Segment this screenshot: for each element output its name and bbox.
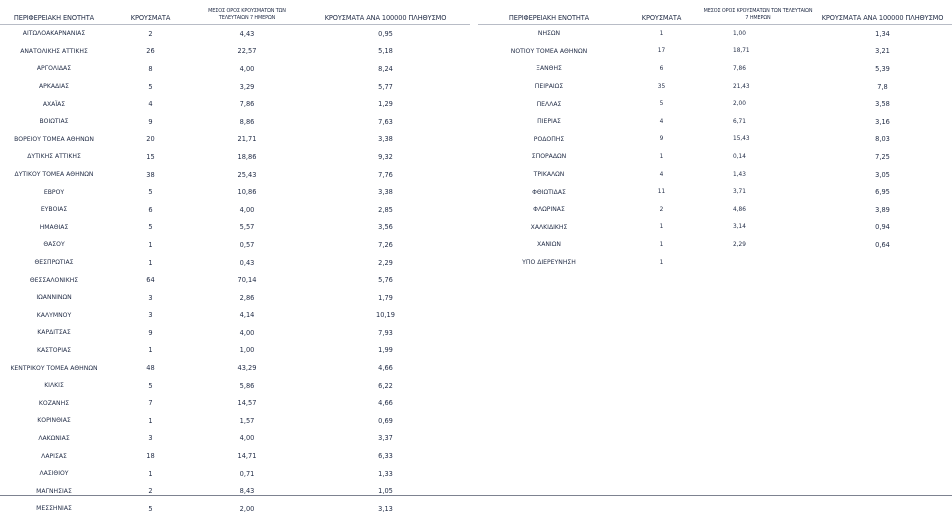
avg7-cell: 4,00 [239, 64, 255, 73]
per100k-cell: 1,05 [378, 487, 393, 496]
per100k-cell: 1,99 [378, 346, 393, 355]
region-cell: ΒΟΡΕΙΟΥ ΤΟΜΕΑ ΑΘΗΝΩΝ [14, 135, 94, 143]
region-cell: ΑΝΑΤΟΛΙΚΗΣ ΑΤΤΙΚΗΣ [20, 47, 88, 55]
table-row [0, 447, 470, 465]
header-cases: ΚΡΟΥΣΜΑΤΑ [620, 0, 703, 25]
region-cell: ΣΠΟΡΑΔΩΝ [531, 153, 567, 161]
region-cell: ΞΑΝΘΗΣ [536, 65, 562, 73]
per100k-cell: 5,77 [378, 82, 393, 91]
per100k-cell: 4,66 [378, 364, 393, 373]
cases-cell: 8 [148, 64, 153, 73]
per100k-cell: 6,22 [378, 381, 393, 390]
avg7-cell: 4,00 [239, 328, 255, 337]
cases-cell: 64 [146, 276, 155, 285]
avg7-cell: 3,14 [733, 224, 746, 231]
cases-cell: 9 [659, 136, 664, 143]
table-row [0, 60, 470, 78]
per100k-cell: 1,33 [378, 469, 393, 478]
table-row [0, 342, 470, 360]
avg7-cell: 14,71 [237, 452, 257, 461]
per100k-cell: 3,38 [378, 135, 393, 144]
avg7-cell: 2,86 [239, 293, 255, 302]
cases-cell: 1 [659, 30, 664, 37]
region-cell: ΚΟΖΑΝΗΣ [38, 399, 70, 407]
table-row [0, 289, 470, 307]
table-row [0, 95, 470, 113]
per100k-cell: 9,32 [378, 152, 393, 161]
per100k-cell: 0,69 [378, 416, 393, 425]
header-per100k: ΚΡΟΥΣΜΑΤΑ ΑΝΑ 100000 ΠΛΗΘΥΣΜΟ [813, 0, 952, 25]
table-row [0, 465, 470, 483]
table-row [0, 430, 470, 448]
cases-table-right [478, 0, 952, 271]
cases-cell: 35 [657, 83, 666, 90]
cases-cell: 5 [148, 82, 153, 91]
table-row [478, 183, 952, 201]
region-cell: ΑΙΤΩΛΟΑΚΑΡΝΑΝΙΑΣ [22, 30, 86, 38]
per100k-cell: 0,64 [875, 240, 890, 249]
per100k-cell: 7,76 [378, 170, 393, 179]
region-cell: ΚΑΣΤΟΡΙΑΣ [36, 346, 72, 354]
avg7-cell: 2,29 [733, 241, 746, 248]
table-row [0, 236, 470, 254]
table-row [478, 219, 952, 237]
cases-cell: 7 [148, 399, 153, 408]
table-row [478, 60, 952, 78]
avg7-cell: 25,43 [237, 170, 257, 179]
table-row [0, 148, 470, 166]
avg7-cell: 0,71 [239, 469, 255, 478]
region-cell: ΚΙΛΚΙΣ [44, 382, 64, 390]
avg7-cell: 21,71 [237, 135, 257, 144]
avg7-cell: 4,43 [239, 29, 255, 38]
table-row [478, 43, 952, 61]
cases-cell: 1 [148, 346, 153, 355]
table-row [0, 113, 470, 131]
table-row [478, 148, 952, 166]
per100k-cell: 7,25 [875, 152, 890, 161]
table-row [478, 25, 952, 43]
table-row [478, 254, 952, 272]
table-row [0, 219, 470, 237]
cases-cell: 17 [657, 48, 666, 55]
region-cell: ΜΑΓΝΗΣΙΑΣ [36, 487, 72, 495]
cases-cell: 1 [148, 240, 153, 249]
table-row [478, 201, 952, 219]
table-row [0, 307, 470, 325]
cases-cell: 3 [148, 293, 153, 302]
per100k-cell: 2,29 [378, 258, 393, 267]
cases-cell: 5 [659, 101, 664, 108]
per100k-cell: 3,16 [875, 117, 890, 126]
cases-cell: 18 [146, 452, 155, 461]
per100k-cell: 3,21 [875, 47, 890, 56]
avg7-cell: 1,00 [239, 346, 255, 355]
region-cell: ΦΛΩΡΙΝΑΣ [533, 206, 565, 214]
region-cell: ΔΥΤΙΚΟΥ ΤΟΜΕΑ ΑΘΗΝΩΝ [14, 171, 94, 179]
table-row [0, 254, 470, 272]
table-row [0, 324, 470, 342]
cases-cell: 4 [148, 100, 153, 109]
cases-cell: 5 [148, 381, 153, 390]
cases-cell: 38 [146, 170, 155, 179]
table-row [478, 166, 952, 184]
avg7-cell: 21,43 [733, 83, 750, 90]
avg7-cell: 15,43 [733, 136, 750, 143]
table-row [0, 166, 470, 184]
cases-cell: 1 [659, 153, 664, 160]
table-row [0, 131, 470, 149]
table-row [0, 25, 470, 43]
table-row [478, 236, 952, 254]
avg7-cell: 43,29 [237, 364, 257, 373]
region-cell: ΤΡΙΚΑΛΩΝ [533, 171, 565, 179]
cases-cell: 6 [148, 205, 153, 214]
per100k-cell: 4,66 [378, 399, 393, 408]
per100k-cell: 3,05 [875, 170, 890, 179]
cases-cell: 26 [146, 47, 155, 56]
region-cell: ΚΟΡΙΝΘΙΑΣ [37, 417, 71, 425]
region-cell: ΙΩΑΝΝΙΝΩΝ [36, 294, 72, 302]
avg7-cell: 5,57 [239, 223, 255, 232]
table-row [0, 500, 470, 518]
table-row [478, 131, 952, 149]
avg7-cell: 22,57 [237, 47, 257, 56]
cases-cell: 1 [148, 258, 153, 267]
cases-cell: 48 [146, 364, 155, 373]
region-cell: ΚΑΛΥΜΝΟΥ [36, 311, 72, 319]
table-row [0, 482, 470, 500]
per100k-cell: 5,39 [875, 64, 890, 73]
avg7-cell: 6,71 [733, 118, 746, 125]
per100k-cell: 0,95 [378, 29, 393, 38]
per100k-cell: 5,18 [378, 47, 393, 56]
region-cell: ΛΑΣΙΘΙΟΥ [39, 470, 69, 478]
per100k-cell: 8,24 [378, 64, 393, 73]
cases-cell: 1 [148, 416, 153, 425]
avg7-cell: 4,14 [239, 311, 255, 320]
region-cell: ΘΕΣΠΡΩΤΙΑΣ [34, 259, 74, 267]
cases-cell: 2 [148, 29, 153, 38]
per100k-cell: 3,89 [875, 205, 890, 214]
table-row [0, 271, 470, 289]
table-row [0, 78, 470, 96]
table-body-left [0, 25, 470, 518]
header-region: ΠΕΡΙΦΕΡΕΙΑΚΗ ΕΝΟΤΗΤΑ [478, 0, 620, 25]
cases-cell: 2 [659, 206, 664, 213]
per100k-cell: 7,26 [378, 240, 393, 249]
table-row [0, 359, 470, 377]
bottom-divider [0, 495, 952, 496]
per100k-cell: 3,58 [875, 100, 890, 109]
avg7-cell: 7,86 [733, 65, 746, 72]
cases-cell: 3 [148, 434, 153, 443]
region-cell: ΝΟΤΙΟΥ ΤΟΜΕΑ ΑΘΗΝΩΝ [510, 47, 588, 55]
per100k-cell: 6,33 [378, 452, 393, 461]
cases-cell: 9 [148, 117, 153, 126]
cases-cell: 4 [659, 118, 664, 125]
avg7-cell: 0,14 [733, 153, 746, 160]
table-row [478, 95, 952, 113]
avg7-cell: 2,00 [733, 101, 746, 108]
per100k-cell: 1,79 [378, 293, 393, 302]
cases-cell: 1 [659, 259, 664, 266]
cases-cell: 9 [148, 328, 153, 337]
avg7-cell: 7,86 [239, 100, 255, 109]
per100k-cell: 10,19 [376, 311, 395, 320]
table-row [0, 394, 470, 412]
table-row [0, 412, 470, 430]
region-cell: ΠΕΙΡΑΙΩΣ [534, 83, 564, 91]
header-avg7: ΜΕΣΟΣ ΟΡΟΣ ΚΡΟΥΣΜΑΤΩΝ ΤΩΝ ΤΕΛΕΥΤΑΙΩΝ 7 ΗΜΕΡΩΝ [703, 0, 813, 25]
region-cell: ΧΑΝΙΩΝ [537, 241, 561, 249]
per100k-cell: 3,56 [378, 223, 393, 232]
cases-cell: 1 [659, 224, 664, 231]
per100k-cell [813, 254, 952, 272]
per100k-cell: 3,13 [378, 504, 393, 513]
region-cell: ΧΑΛΚΙΔΙΚΗΣ [530, 223, 568, 231]
header-region: ΠΕΡΙΦΕΡΕΙΑΚΗ ΕΝΟΤΗΤΑ [0, 0, 108, 25]
region-cell: ΡΟΔΟΠΗΣ [533, 135, 565, 143]
region-cell: ΗΜΑΘΙΑΣ [39, 223, 69, 231]
cases-cell: 4 [659, 171, 664, 178]
region-cell: ΛΑΚΩΝΙΑΣ [38, 434, 70, 442]
avg7-cell: 14,57 [237, 399, 257, 408]
cases-cell: 15 [146, 152, 155, 161]
avg7-cell: 2,00 [239, 504, 255, 513]
per100k-cell: 2,85 [378, 205, 393, 214]
table-row [0, 377, 470, 395]
avg7-cell: 3,29 [239, 82, 255, 91]
per100k-cell: 1,29 [378, 100, 393, 109]
per100k-cell: 7,93 [378, 328, 393, 337]
region-cell: ΦΘΙΩΤΙΔΑΣ [532, 188, 566, 196]
avg7-cell: 8,43 [239, 487, 255, 496]
avg7-cell: 4,86 [733, 206, 746, 213]
region-cell: ΚΕΝΤΡΙΚΟΥ ΤΟΜΕΑ ΑΘΗΝΩΝ [10, 364, 98, 372]
region-cell: ΠΕΛΛΑΣ [536, 100, 562, 108]
table-row [478, 78, 952, 96]
avg7-cell: 0,57 [239, 240, 255, 249]
avg7-cell: 3,71 [733, 189, 746, 196]
per100k-cell: 8,03 [875, 135, 890, 144]
avg7-cell: 18,71 [733, 48, 750, 55]
per100k-cell: 7,8 [877, 82, 888, 91]
cases-cell: 5 [148, 504, 153, 513]
region-cell: ΠΙΕΡΙΑΣ [537, 118, 561, 126]
cases-cell: 2 [148, 487, 153, 496]
avg7-cell: 10,86 [237, 188, 257, 197]
region-cell: ΒΟΙΩΤΙΑΣ [39, 118, 69, 126]
region-cell: ΜΕΣΣΗΝΙΑΣ [36, 505, 72, 513]
cases-cell: 1 [148, 469, 153, 478]
per100k-cell: 1,34 [875, 29, 890, 38]
table-row [478, 113, 952, 131]
region-cell: ΕΒΡΟΥ [43, 188, 65, 196]
per100k-cell: 0,94 [875, 223, 890, 232]
region-cell: ΑΡΚΑΔΙΑΣ [39, 83, 69, 91]
cases-cell: 5 [148, 223, 153, 232]
cases-cell: 20 [146, 135, 155, 144]
avg7-cell: 1,00 [733, 30, 746, 37]
table-row [0, 201, 470, 219]
cases-cell: 5 [148, 188, 153, 197]
region-cell: ΘΑΣΟΥ [43, 241, 65, 249]
region-cell: ΝΗΣΩΝ [537, 30, 561, 38]
avg7-cell: 0,43 [239, 258, 255, 267]
region-cell: ΔΥΤΙΚΗΣ ΑΤΤΙΚΗΣ [27, 153, 81, 161]
avg7-cell: 4,00 [239, 434, 255, 443]
table-row [0, 183, 470, 201]
cases-cell: 1 [659, 241, 664, 248]
cases-table-left [0, 0, 470, 518]
avg7-cell [703, 254, 813, 272]
per100k-cell: 5,76 [378, 276, 393, 285]
region-cell: ΘΕΣΣΑΛΟΝΙΚΗΣ [29, 276, 79, 284]
header-avg7: ΜΕΣΟΣ ΟΡΟΣ ΚΡΟΥΣΜΑΤΩΝ ΤΩΝ ΤΕΛΕΥΤΑΙΩΝ 7 ΗΜΕΡΩΝ [193, 0, 301, 25]
region-cell: ΚΑΡΔΙΤΣΑΣ [37, 329, 71, 337]
header-per100k: ΚΡΟΥΣΜΑΤΑ ΑΝΑ 100000 ΠΛΗΘΥΣΜΟ [301, 0, 470, 25]
avg7-cell: 18,86 [237, 152, 257, 161]
per100k-cell: 7,63 [378, 117, 393, 126]
table-body-right [478, 25, 952, 272]
per100k-cell: 3,38 [378, 188, 393, 197]
header-cases: ΚΡΟΥΣΜΑΤΑ [108, 0, 193, 25]
avg7-cell: 4,00 [239, 205, 255, 214]
avg7-cell: 1,57 [239, 416, 255, 425]
avg7-cell: 8,86 [239, 117, 255, 126]
per100k-cell: 3,37 [378, 434, 393, 443]
avg7-cell: 1,43 [733, 171, 746, 178]
table-header-row [478, 0, 952, 25]
table-row [0, 43, 470, 61]
cases-cell: 11 [657, 189, 666, 196]
cases-cell: 3 [148, 311, 153, 320]
cases-cell: 6 [659, 65, 664, 72]
table-header-row [0, 0, 470, 25]
per100k-cell: 6,95 [875, 188, 890, 197]
avg7-cell: 5,86 [239, 381, 255, 390]
region-cell: ΑΡΓΟΛΙΔΑΣ [36, 65, 72, 73]
region-cell: ΕΥΒΟΙΑΣ [40, 206, 68, 214]
avg7-cell: 70,14 [237, 276, 257, 285]
region-cell: ΛΑΡΙΣΑΣ [41, 452, 67, 460]
region-cell: ΑΧΑΪΑΣ [42, 100, 66, 108]
region-cell: ΥΠΟ ΔΙΕΡΕΥΝΗΣΗ [522, 259, 576, 267]
